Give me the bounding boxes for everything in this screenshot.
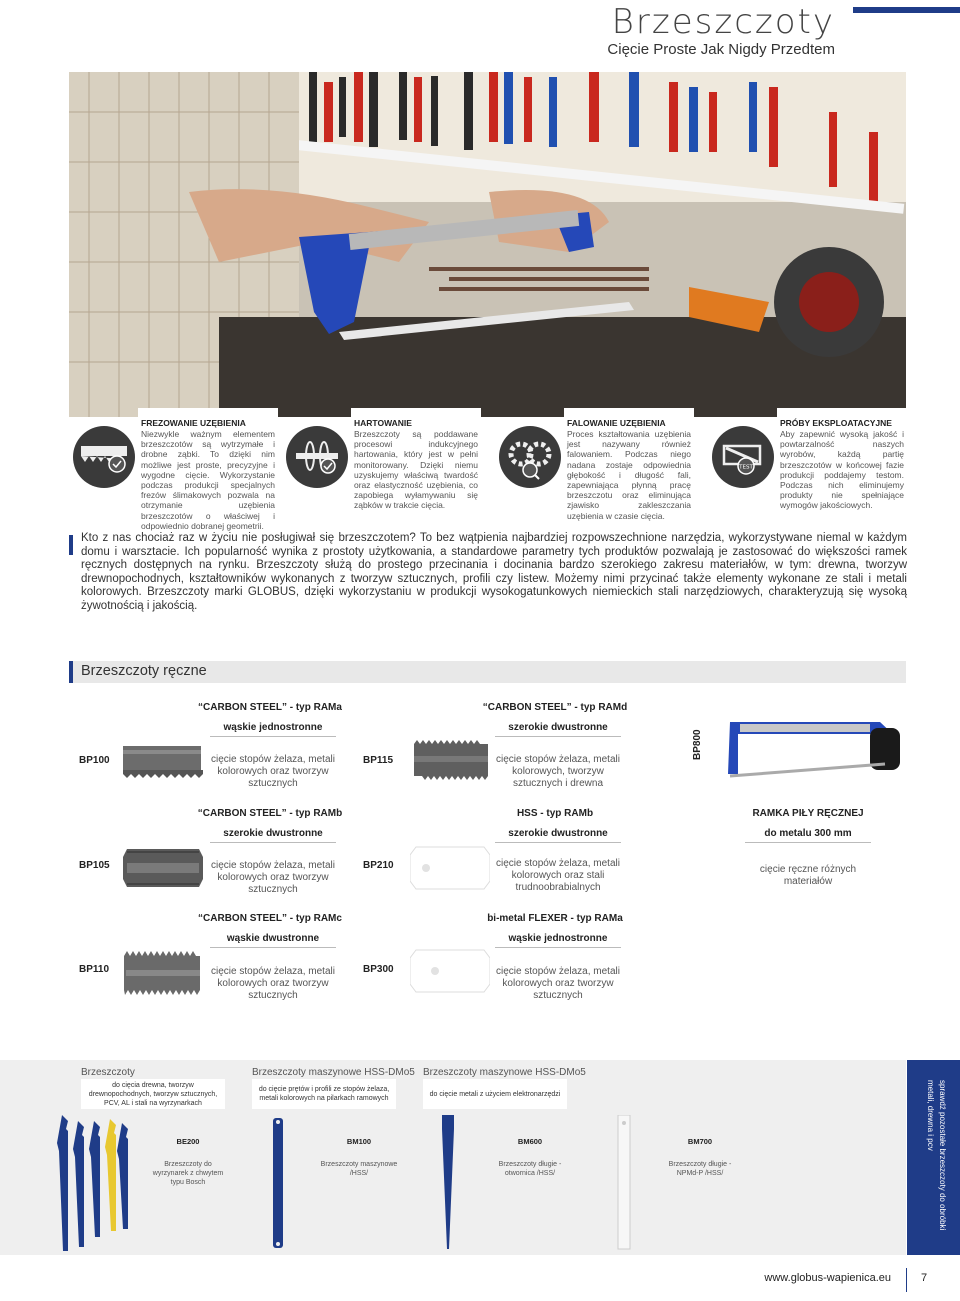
product-type: HSS - typ RAMb [516,808,594,819]
feature-title: PRÓBY EKSPLOATACYJNE [780,418,892,428]
feature-body: Aby zapewnić wysoką jakość i powtarzalność naszych wyrobów, każdą partię brzeszczotów w końcowej fazie produkcji poddajemy testom. Podczas nich eliminujemy produkty nie spełniające wymogów jakościowych. [780,429,904,511]
product-description: cięcie stopów żelaza, metali kolorowych oraz tworzyw sztucznych [496,966,620,1001]
machine-blade-bm600-image [438,1115,458,1251]
product-subtype: wąskie dwustronne [210,933,336,948]
product-code: BP100 [79,755,110,766]
toothed-blade-icon [73,426,135,488]
section-title: Brzeszczoty ręczne [81,663,207,679]
group-description: do cięcia drewna, tworzyw drewnopochodnych, tworzyw sztucznych, PCV, AL i stali na wyrzynarkach [81,1079,225,1109]
item-description: Brzeszczoty maszynowe /HSS/ [320,1161,398,1177]
product-code: BP115 [363,755,394,766]
test-saw-icon [712,426,774,488]
product-type: “CARBON STEEL” - typ RAMb [197,808,343,819]
side-tab-label[interactable]: sprawdź pozostałe brzeszczoty do obróbki metali, drewna i pcv [926,1080,947,1231]
group-heading: Brzeszczoty maszynowe HSS-DMo5 [423,1067,586,1078]
intro-accent-bar [69,535,73,555]
website-link[interactable]: www.globus-wapienica.eu [764,1272,891,1284]
product-subtype: szerokie dwustronne [495,722,621,737]
induction-coil-icon [286,426,348,488]
item-description: Brzeszczoty długie - otwornica /HSS/ [498,1161,562,1177]
jigsaw-blades-image [56,1115,132,1251]
feature-testing [708,408,908,520]
frame-description: cięcie ręczne różnych materiałów [759,864,857,887]
feature-waving [495,408,705,520]
feature-title: FREZOWANIE UZĘBIENIA [141,418,246,428]
item-code: BM600 [517,1137,543,1146]
product-subtype: wąskie jednostronne [210,722,336,737]
blade-bp105-image [123,845,203,891]
item-description: Brzeszczoty długie - NPMd-P /HSS/ [668,1161,732,1177]
product-code: BP110 [79,964,110,975]
frame-type: RAMKA PIŁY RĘCZNEJ [752,808,864,819]
blade-bp210-image [410,843,490,893]
feature-body: Proces kształtowania uzębienia jest nazywany również falowaniem. Podczas niego nadana zostaje odpowiednia głębokość i długość fali, zapewniająca płynną pracę brzeszczotu oraz eliminująca zjawisko zakleszczania uzębienia w czasie cięcia. [567,429,691,521]
blade-bp300-image [410,946,490,996]
feature-hardening [282,408,492,520]
group-heading: Brzeszczoty [81,1067,135,1078]
hacksaw-frame-image [720,714,906,790]
product-subtype: szerokie dwustronne [495,828,621,843]
product-description: cięcie stopów żelaza, metali kolorowych oraz tworzyw sztucznych [211,860,335,895]
gears-icon [499,426,561,488]
product-type: “CARBON STEEL” - typ RAMa [198,702,342,713]
frame-subtype: do metalu 300 mm [745,828,871,843]
blade-bp110-image [120,950,204,996]
page-title: Brzeszczoty [611,2,835,42]
group-description: do cięcie prętów i profili ze stopów żelaza, metali kolorowych na pilarkach ramowych [252,1079,396,1109]
item-description: Brzeszczoty do wyrzynarek z chwytem typu Bosch [152,1161,224,1186]
product-code: BP210 [363,860,394,871]
product-subtype: wąskie jednostronne [495,933,621,948]
product-type: “CARBON STEEL” - typ RAMd [482,702,628,713]
page-subtitle: Cięcie Proste Jak Nigdy Przedtem [607,41,835,58]
item-code: BM100 [346,1137,372,1146]
section-accent-bar [69,661,73,683]
feature-hobbing [69,408,279,531]
feature-body: Brzeszczoty są poddawane procesowi indukcyjnego hartowania, który jest w pełni monitorowany. Dzięki niemu uzyskujemy właściwą twardość oraz elastyczność uzębienia, co zapobiega wyłamywaniu się ząbków w trakcie cięcia. [354,429,478,511]
test-label-icon: TEST [739,464,753,471]
group-heading: Brzeszczoty maszynowe HSS-DMo5 [252,1067,415,1078]
footer-divider [906,1268,907,1292]
item-code: BE200 [176,1137,200,1146]
machine-blade-bm700-image [614,1115,634,1251]
group-description: do cięcie metali z użyciem elektronarzędzi [423,1079,567,1109]
feature-title: FALOWANIE UZĘBIENIA [567,418,666,428]
blade-bp115-image [410,738,490,784]
product-subtype: szerokie dwustronne [210,828,336,843]
product-type: “CARBON STEEL” - typ RAMc [198,913,342,924]
frame-code: BP800 [692,729,703,760]
product-description: cięcie stopów żelaza, metali kolorowych, tworzyw sztucznych i drewna [496,754,620,789]
feature-title: HARTOWANIE [354,418,412,428]
product-code: BP300 [363,964,394,975]
machine-blade-bm100-image [270,1118,286,1250]
blade-bp100-image [123,740,203,782]
title-accent-bar [853,7,960,13]
hero-photo [69,72,906,417]
product-description: cięcie stopów żelaza, metali kolorowych oraz tworzyw sztucznych [211,966,335,1001]
feature-body: Niezwykle ważnym elementem brzeszczotów są wytrzymałe i drobne ząbki. To dzięki nim możliwe jest proste, precyzyjne i wygodne cięcie. Wykorzystanie podczas produkcji specjalnych frezów ślimakowych pozwala na otrzymanie uzębienia brzeszczotów o właściwej i odpowiednio dobranej geometrii. [141,429,275,531]
product-code: BP105 [79,860,110,871]
product-description: cięcie stopów żelaza, metali kolorowych oraz stali trudnoobrabialnych [496,858,620,893]
page-number: 7 [921,1272,928,1284]
item-code: BM700 [687,1137,713,1146]
product-description: cięcie stopów żelaza, metali kolorowych oraz tworzyw sztucznych [211,754,335,789]
intro-paragraph: Kto z nas chociaż raz w życiu nie posługiwał się brzeszczotem? To bez wątpienia najbardziej rozpowszechnione narzędzia, wykorzystywane niemal w każdym domu i warsztacie. Ich popularność wynika z prostoty użytkowania, a standardowe parametry tych produktów pozwalają je zastosować do większości ramek ręcznych dostępnych na rynku. Brzeszczoty służą do prostego przecinania i docinania bardzo szerokiego zakresu materiałów, w tym: drewna, tworzyw drewnopochodnych, kształtowników wykonanych z tworzyw sztucznych, profili czy listew. Możemy nimi przycinać także elementy wykonane ze stali i metali kolorowych. Brzeszczoty marki GLOBUS, dzięki wykorzystaniu w produkcji wysokogatunkowych niemieckich stali narzędziowych, charakteryzują się wysoką żywotnością i jakością. [81,532,907,612]
product-type: bi-metal FLEXER - typ RAMa [487,913,623,924]
